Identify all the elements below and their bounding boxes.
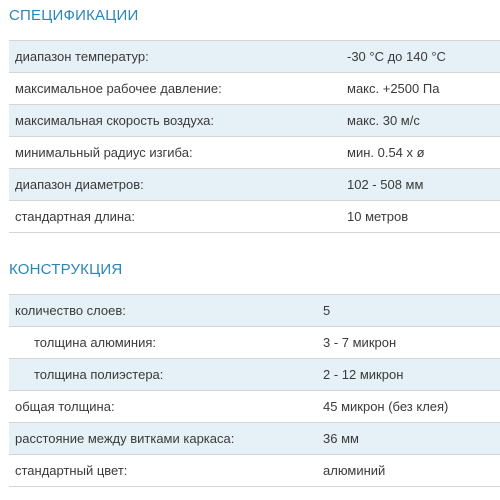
table-row bbox=[9, 169, 500, 201]
table-row bbox=[9, 455, 500, 487]
row-value: 102 - 508 мм bbox=[347, 177, 424, 192]
row-value: 3 - 7 микрон bbox=[323, 335, 397, 350]
table-row bbox=[9, 327, 500, 359]
row-label: расстояние между витками каркаса: bbox=[15, 431, 235, 446]
row-label: стандартный цвет: bbox=[15, 463, 128, 478]
row-value: 10 метров bbox=[347, 209, 409, 224]
row-label: количество слоев: bbox=[15, 303, 126, 318]
row-label: стандартная длина: bbox=[15, 209, 135, 224]
table-row bbox=[9, 105, 500, 137]
row-value: -30 °С до 140 °С bbox=[347, 49, 446, 64]
row-label: диапазон диаметров: bbox=[15, 177, 144, 192]
table-row bbox=[9, 359, 500, 391]
row-label: толщина полиэстера: bbox=[34, 367, 164, 382]
construction-table bbox=[9, 294, 500, 487]
row-value: алюминий bbox=[323, 463, 386, 478]
row-value: макс. +2500 Па bbox=[347, 81, 440, 96]
row-value: 45 микрон (без клея) bbox=[323, 399, 449, 414]
table-row bbox=[9, 295, 500, 327]
table-row bbox=[9, 201, 500, 233]
table-row bbox=[9, 41, 500, 73]
specs-table bbox=[9, 40, 500, 233]
row-label: минимальный радиус изгиба: bbox=[15, 145, 193, 160]
row-label: максимальная скорость воздуха: bbox=[15, 113, 215, 128]
row-label: общая толщина: bbox=[15, 399, 115, 414]
row-value: макс. 30 м/с bbox=[347, 113, 420, 128]
specs-title: СПЕЦИФИКАЦИИ bbox=[9, 7, 139, 24]
construction-title: КОНСТРУКЦИЯ bbox=[9, 261, 123, 278]
table-row bbox=[9, 391, 500, 423]
row-value: 5 bbox=[323, 303, 331, 318]
row-value: мин. 0.54 x ø bbox=[347, 145, 425, 160]
row-value: 36 мм bbox=[323, 431, 359, 446]
row-label: толщина алюминия: bbox=[34, 335, 157, 350]
row-value: 2 - 12 микрон bbox=[323, 367, 404, 382]
table-row bbox=[9, 73, 500, 105]
table-row bbox=[9, 423, 500, 455]
row-label: диапазон температур: bbox=[15, 49, 149, 64]
row-label: максимальное рабочее давление: bbox=[15, 81, 222, 96]
table-row bbox=[9, 137, 500, 169]
